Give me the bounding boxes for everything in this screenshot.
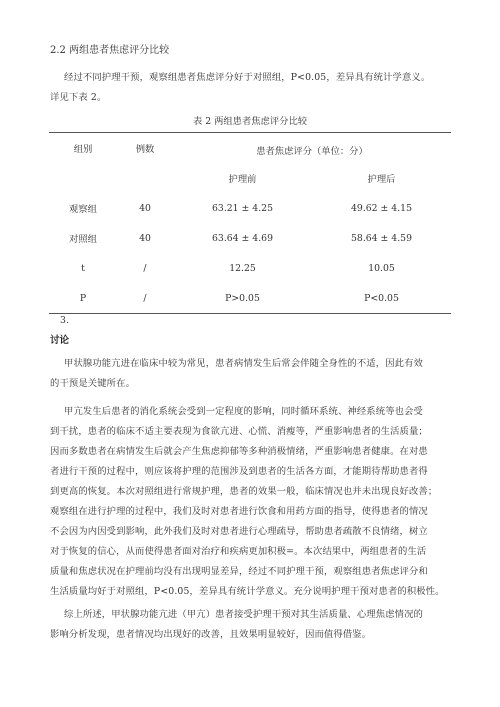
cell-count: 40 xyxy=(139,202,151,214)
section-heading: 2.2 两组患者焦虑评分比较 xyxy=(50,45,170,56)
table-bottom-rule xyxy=(49,313,451,314)
paragraph1-line: 甲状腺功能亢进在临床中较为常见，患者病情发生后常会伴随全身性的不适，因此有效 xyxy=(64,358,423,369)
intro-line-2: 详见下表 2。 xyxy=(50,92,107,103)
section-number: 3. xyxy=(60,315,70,326)
cell-after: 49.62 ± 4.15 xyxy=(350,202,412,214)
paragraph2-line: 到干扰，患者的临床不适主要表现为食欲亢进、心慌、消瘦等，严重影响患者的生活质量； xyxy=(50,426,428,437)
cell-count: 40 xyxy=(139,232,151,244)
cell-after: 10.05 xyxy=(368,262,395,274)
cell-before: 12.25 xyxy=(229,262,256,274)
cell-before: 63.64 ± 4.69 xyxy=(211,232,273,244)
paragraph1-line: 的干预是关键所在。 xyxy=(50,378,136,389)
paragraph2-line: 到更高的恢复。本次对照组进行常规护理，患者的效果一般，临床情况也并未出现良好改善； xyxy=(50,486,438,497)
paragraph3-line: 影响分析发现，患者情况均出现好的改善，且效果明显较好，因而值得借鉴。 xyxy=(50,629,372,640)
cell-group: 对照组 xyxy=(69,234,97,245)
paragraph2-line: 质量和焦虑状况在护理前均没有出现明显差异，经过不同护理干预，观察组患者焦虑评分和 xyxy=(50,566,428,577)
header-count: 例数 xyxy=(135,144,155,155)
table-row xyxy=(49,283,451,313)
paragraph2-line: 对于恢复的信心，从而使得患者面对治疗和疾病更加积极=。本次结果中，两组患者的生活 xyxy=(50,546,427,557)
paragraph2-line: 观察组在进行护理的过程中，我们及时对患者进行饮食和用药方面的指导，使得患者的情况 xyxy=(50,506,428,517)
cell-before: 63.21 ± 4.25 xyxy=(211,202,273,214)
header-group: 组别 xyxy=(73,144,93,155)
cell-after: 58.64 ± 4.59 xyxy=(350,232,412,244)
cell-count: / xyxy=(143,292,147,304)
table-caption: 表 2 两组患者焦虑评分比较 xyxy=(192,116,308,127)
header-after: 护理后 xyxy=(367,174,396,185)
discussion-title: 讨论 xyxy=(50,335,70,346)
table-header-row xyxy=(49,133,451,163)
cell-before: P>0.05 xyxy=(225,292,260,304)
table-row xyxy=(49,253,451,283)
score-table xyxy=(49,133,451,313)
paragraph2-line: 因而多数患者在病情发生后就会产生焦虑抑郁等多种消极情绪，严重影响患者健康。在对患 xyxy=(50,446,428,457)
header-before: 护理前 xyxy=(228,174,257,185)
header-score: 患者焦虑评分（单位：分） xyxy=(256,146,368,157)
cell-group: P xyxy=(79,292,87,304)
table-row xyxy=(49,223,451,253)
paragraph2-line: 不会因为内因受到影响，此外我们及时对患者进行心理疏导，帮助患者疏散不良情绪，树立 xyxy=(50,526,428,537)
intro-line-1: 经过不同护理干预，观察组患者焦虑评分好于对照组，P<0.05，差异具有统计学意义。 xyxy=(64,72,431,83)
paragraph3-line: 综上所述，甲状腺功能亢进（甲亢）患者接受护理干预对其生活质量、心理焦虑情况的 xyxy=(64,609,423,620)
cell-group: 观察组 xyxy=(69,204,97,215)
paragraph2-line: 者进行干预的过程中，则应该将护理的范围涉及到患者的生活各方面，才能期待帮助患者得 xyxy=(50,466,428,477)
table-row xyxy=(49,193,451,223)
paragraph2-line: 甲亢发生后患者的消化系统会受到一定程度的影响，同时循环系统、神经系统等也会受 xyxy=(64,406,423,417)
cell-group: t xyxy=(81,262,85,274)
paragraph2-line: 生活质量均好于对照组，P<0.05，差异具有统计学意义。充分说明护理干预对患者的积极性。 xyxy=(50,586,445,597)
cell-after: P<0.05 xyxy=(364,292,399,304)
cell-count: / xyxy=(143,262,147,274)
